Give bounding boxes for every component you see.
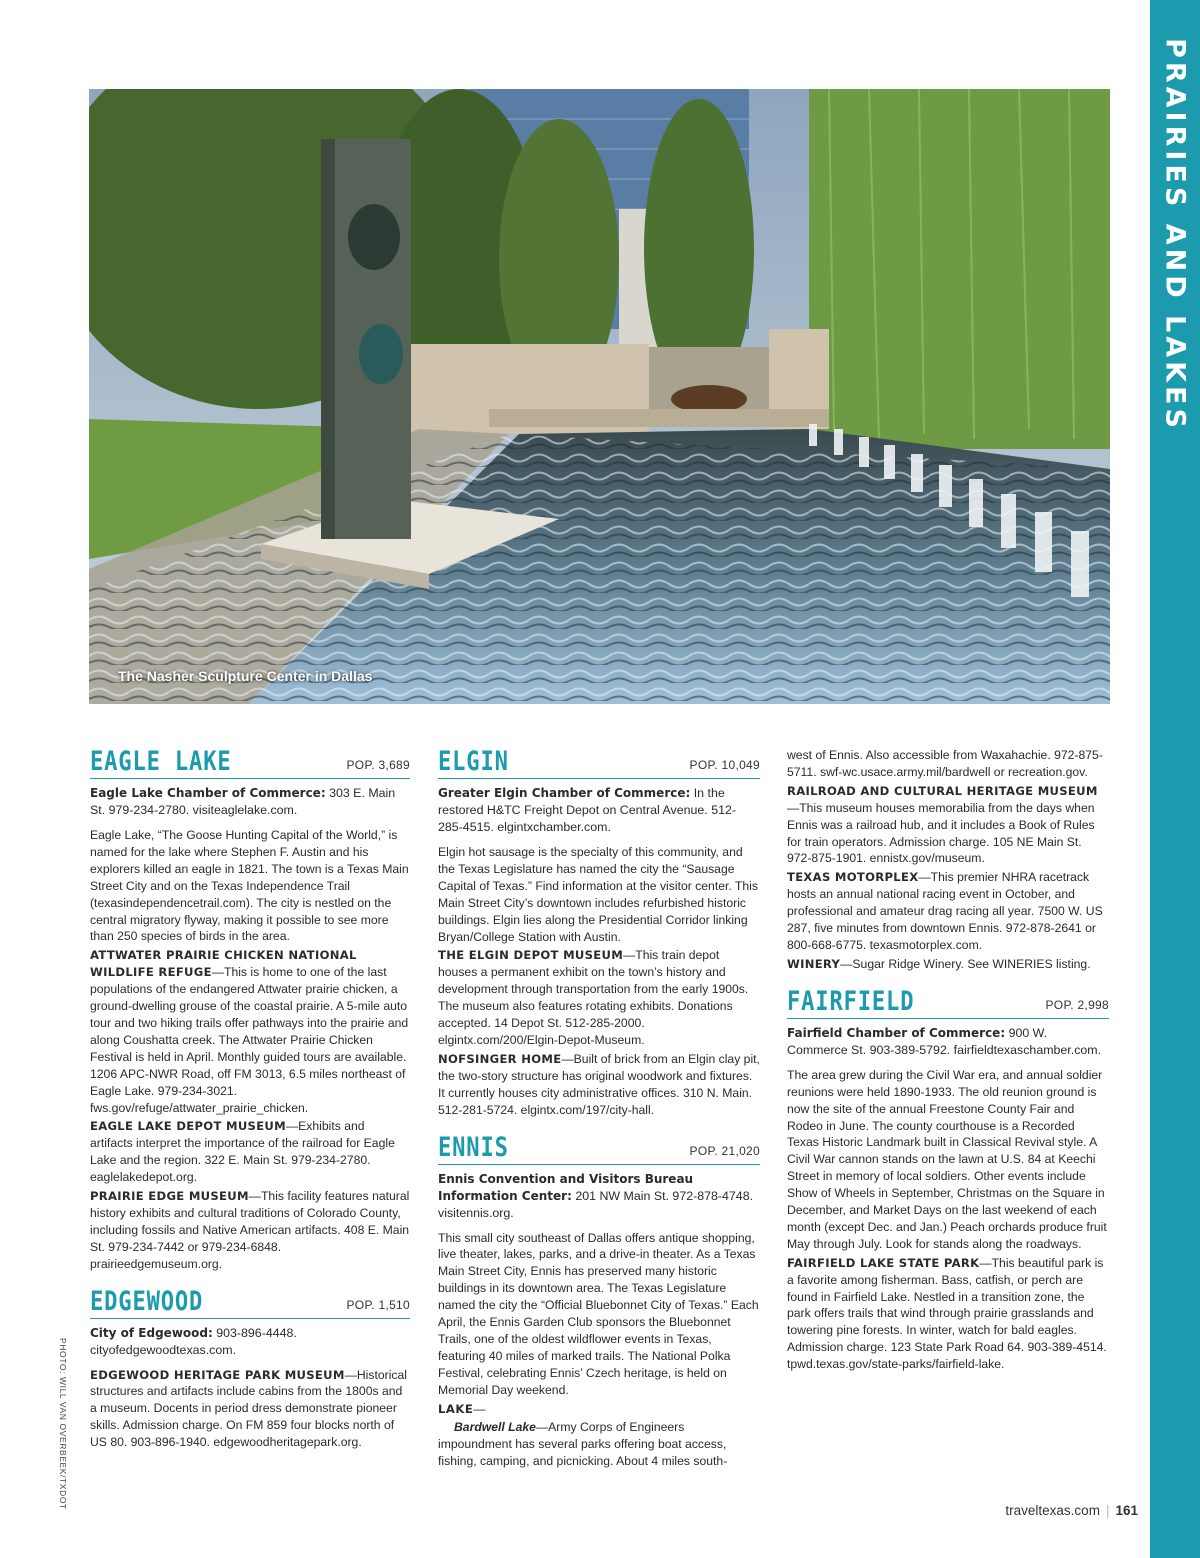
page-footer (1005, 1503, 1138, 1518)
entry-title: TEXAS MOTORPLEX (787, 870, 919, 885)
entry-text: —Army Corps of Engineers impoundment has several parks offering boat access, fishing, camping, and picnicking. About 4 miles south- (438, 1420, 728, 1469)
entry-title: ATTWATER PRAIRIE CHICKEN NATIONAL WILDLIFE REFUGE (90, 948, 357, 980)
entry-text: —This museum houses memorabilia from the days when Ennis was a railroad hub, and it includes a Book of Rules for train operators. Admission charge. 105 NE Main St. 972-875-1901. ennistx.gov/museum. (787, 800, 1095, 866)
entry-text: —Exhibits and artifacts interpret the importance of the railroad for Eagle Lake and the region. 322 E. Main St. 979-234-2780. eaglelakedepot.org. (90, 1119, 395, 1185)
entry-title: NOFSINGER HOME (438, 1051, 562, 1066)
population: POP. 1,510 (346, 1297, 410, 1312)
listing-entry (787, 1255, 1109, 1373)
listing-entry (90, 947, 410, 1116)
town-name: ELGIN (438, 746, 509, 777)
entry-text: —This facility features natural history exhibits and cultural traditions of Colorado County, including fossils and Native American artifacts. 408 E. Main St. 979-234-7442 or 979-234-6848. prairieedgemuseum.org. (90, 1189, 410, 1271)
chamber-name: Eagle Lake Chamber of Commerce: (90, 786, 326, 800)
entry-text: —This beautiful park is a favorite among fisherman. Bass, catfish, or perch are found in Fairfield Lake. Nestled in a transition zone, the park offers trails that wind through prairie grasslands and towering pine forests. In winter, watch for bald eagles. Admission charge. 123 State Park Road 64. 903-389-4514. tpwd.texas.gov/state-parks/fairfield-lake. (787, 1255, 1107, 1372)
entry-text: —Sugar Ridge Winery. See WINERIES listing. (840, 956, 1091, 971)
chamber-details: 201 NW Main St. 972-878-4748. visitennis.org. (438, 1188, 754, 1220)
chamber-details: In the restored H&TC Freight Depot on Central Avenue. 512-285-4515. elgintxchamber.com. (438, 786, 736, 834)
lake-heading (438, 1401, 760, 1418)
section-tab-label: PRAIRIES AND LAKES (1159, 38, 1191, 432)
footer-separator: | (1105, 1503, 1110, 1518)
town-name: FAIRFIELD (787, 985, 915, 1017)
town-intro: This small city southeast of Dallas offers antique shopping, live theater, lakes, parks, and a drive-in theater. As a Texas Main Street City, Ennis has preserved many historic buildings in its downtown area. The Texas Legislature named the city the “Official Bluebonnet City of Texas.” Each April, the Ennis Garden Club sponsors the Bluebonnet Trails, one of the oldest wildflower events in Texas, featuring 40 miles of marked trails. The National Polka Festival, celebrating Ennis’ Czech heritage, is held on Memorial Day weekend. (438, 1230, 759, 1397)
population: POP. 21,020 (689, 1143, 760, 1158)
entry-text: —Built of brick from an Elgin clay pit, the two-story structure has original woodwork and fixtures. It currently houses city administrative offices. 310 N. Main. 512-281-5724. elgintx.com/197/city-hall. (438, 1051, 760, 1117)
listing-entry (90, 1118, 410, 1186)
town-header-eagle-lake (90, 747, 410, 779)
column-1 (90, 747, 410, 1453)
listing-entry (90, 1188, 410, 1273)
entry-text: —This premier NHRA racetrack hosts an annual national racing event in October, and professional and amateur drag racing all year. 7500 W. US 287, five minutes from downtown Ennis. 972-878-2641 or 800-668-6775. texasmotorplex.com. (787, 870, 1103, 952)
entry-title: THE ELGIN DEPOT MUSEUM (438, 948, 624, 963)
listing-entry (438, 947, 760, 1048)
feature-photo (89, 89, 1110, 704)
column-3 (787, 747, 1109, 1375)
chamber-name: Ennis Convention and Visitors Bureau Information Center: (438, 1171, 694, 1203)
entry-text: —This train depot houses a permanent exhibit on the town’s history and development through transportation from the early 1900s. The museum also features rotating exhibits. Donations accepted. 14 Depot St. 512-285-2000. elgintx.com/200/Elgin-Depot-Museum. (438, 948, 749, 1047)
town-header-fairfield (787, 987, 1109, 1019)
photo-caption: The Nasher Sculpture Center in Dallas (118, 668, 373, 684)
chamber-details: 903-896-4448. cityofedgewoodtexas.com. (90, 1325, 297, 1357)
entry-continuation: west of Ennis. Also accessible from Waxahachie. 972-875-5711. swf-wc.usace.army.mil/bardwell or recreation.gov. (787, 748, 1103, 779)
listing-entry (787, 956, 1109, 973)
population: POP. 3,689 (346, 758, 410, 773)
town-intro: Elgin hot sausage is the specialty of this community, and the Texas Legislature has named the city the “Sausage Capital of Texas.” Find information at the visitor center. This Main Street City’s downtown includes refurbished historic buildings. Elgin lies along the Presidential Corridor linking Bryan/College Station with Austin. (438, 845, 758, 944)
town-name: ENNIS (438, 1131, 509, 1163)
lake-dash: — (473, 1401, 486, 1416)
entry-title: EAGLE LAKE DEPOT MUSEUM (90, 1119, 286, 1134)
listing-entry (90, 1367, 410, 1452)
chamber-details: 303 E. Main St. 979-234-2780. visiteaglelake.com. (90, 786, 396, 817)
chamber-info (787, 1025, 1109, 1059)
chamber-info (438, 1171, 760, 1222)
town-name: EDGEWOOD (90, 1285, 204, 1317)
town-intro: The area grew during the Civil War era, and annual soldier reunions were held 1890-1933. The old reunion ground is now the site of the annual Freestone County Fair and Rodeo in June. The county courthouse is a Recorded Texas Historic Landmark built in Classical Revival style. A Civil War cannon stands on the lawn at U.S. 84 at Keechi Street in memory of local soldiers. Other events include Show of Wheels in September, Christmas on the Square in December, and Market Days on the last weekend of each month (except Dec. and Jan.) Peach orchards produce fruit May through July. Look for stands along the roadways. (787, 1067, 1107, 1251)
chamber-name: Greater Elgin Chamber of Commerce: (438, 786, 691, 800)
footer-site-link[interactable]: traveltexas.com (1005, 1503, 1100, 1518)
chamber-details: 900 W. Commerce St. 903-389-5792. fairfieldtexaschamber.com. (787, 1025, 1102, 1057)
entry-title: FAIRFIELD LAKE STATE PARK (787, 1255, 980, 1270)
listing-entry (438, 1419, 760, 1470)
entry-title: EDGEWOOD HERITAGE PARK MUSEUM (90, 1367, 345, 1382)
listing-entry (787, 783, 1109, 868)
entry-title: PRAIRIE EDGE MUSEUM (90, 1189, 249, 1204)
population: POP. 10,049 (689, 758, 760, 773)
entry-title: WINERY (787, 956, 841, 971)
lake-label: LAKE (438, 1401, 474, 1416)
entry-text: —Historical structures and artifacts include cabins from the 1800s and a museum. Docents in period dress demonstrate pioneer skills. Admission charge. On FM 859 four blocks north of US 80. 903-896-1940. edgewoodheritagepark.org. (90, 1367, 407, 1450)
entry-title: Bardwell Lake (454, 1420, 536, 1435)
chamber-name: City of Edgewood: (90, 1325, 213, 1340)
listing-entry (438, 1051, 760, 1119)
chamber-info (90, 1325, 410, 1359)
town-name: EAGLE LAKE (90, 746, 232, 777)
chamber-info (90, 785, 410, 819)
population: POP. 2,998 (1045, 997, 1109, 1012)
entry-text: —This is home to one of the last populations of the endangered Attwater prairie chicken, a ground-dwelling grouse of the coastal prairie. A 5-mile auto tour and two hiking trails offer pathways into the prairie and along Coushatta creek. The Attwater Prairie Chicken Festival is held in April. Monthly guided tours are available. 1206 APC-NWR Road, off FM 3013, 6.5 miles northeast of Eagle Lake. 979-234-3021. fws.gov/refuge/attwater_prairie_chicken. (90, 965, 409, 1115)
photo-credit: PHOTO: WILL VAN OVERBEEK/TXDOT (58, 1338, 68, 1510)
entry-title: RAILROAD AND CULTURAL HERITAGE MUSEUM (787, 783, 1098, 798)
town-intro: Eagle Lake, “The Goose Hunting Capital of the World,” is named for the lake where Stephen F. Austin and his explorers killed an eagle in 1821. The town is a Texas Main Street City and on the Texas Independence Trail (texasindependencetrail.com). The city is nestled on the central migratory flyway, making it possible to see more than 250 species of birds in the area. (90, 828, 409, 944)
chamber-info (438, 785, 760, 836)
town-header-edgewood (90, 1287, 410, 1319)
town-header-ennis (438, 1133, 760, 1165)
listing-entry (787, 869, 1109, 954)
column-2 (438, 747, 760, 1472)
page-number: 161 (1115, 1503, 1138, 1518)
chamber-name: Fairfield Chamber of Commerce: (787, 1025, 1006, 1040)
town-header-elgin (438, 747, 760, 779)
